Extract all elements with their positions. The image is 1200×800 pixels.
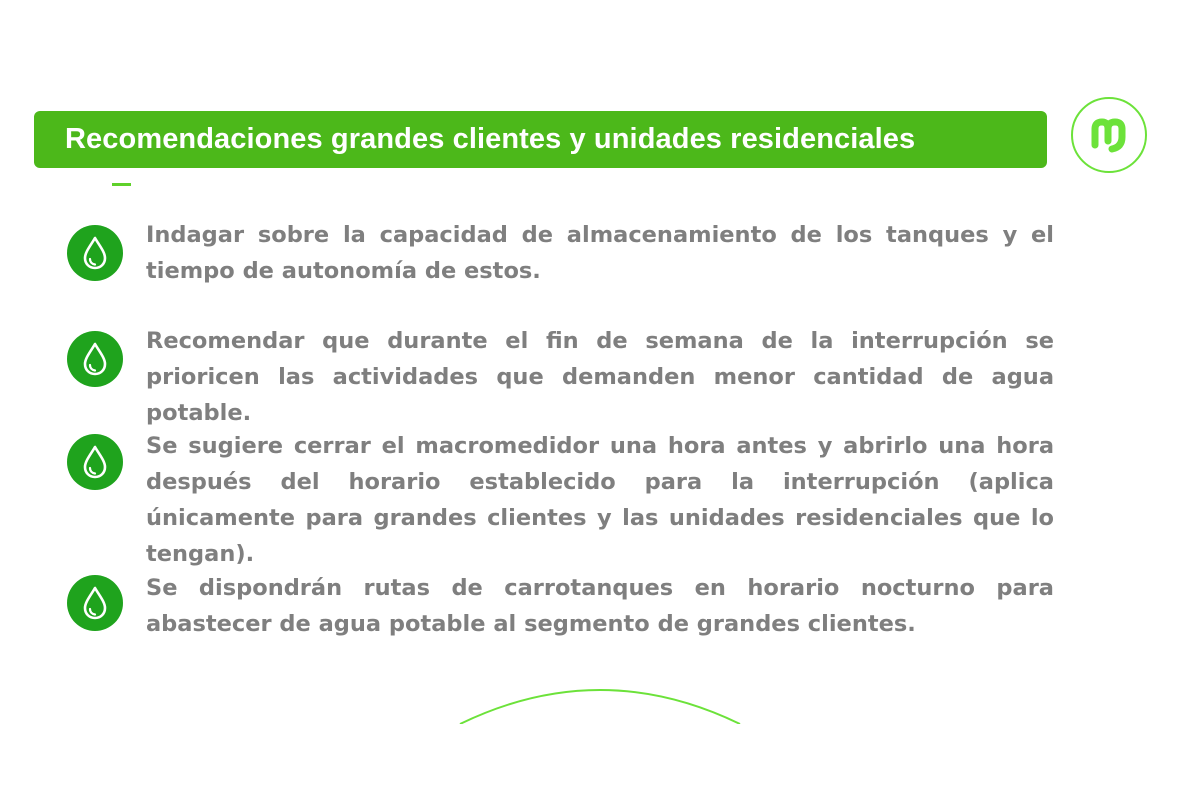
recommendation-text: Recomendar que durante el fin de semana de la interrupción se prioricen las actividades que demanden menor cantidad de agua potable. — [146, 328, 1054, 426]
page-title: Recomendaciones grandes clientes y unidades residenciales — [65, 123, 916, 155]
recommendation-text: Se sugiere cerrar el macromedidor una hora antes y abrirlo una hora después del horario establecido para la interrupción (aplica únicamente para grandes clientes y las unidades residenciales que lo tengan). — [146, 433, 1054, 567]
water-drop-icon — [67, 575, 123, 631]
water-drop-icon — [67, 434, 123, 490]
water-drop-icon — [67, 225, 123, 281]
water-drop-icon — [67, 331, 123, 387]
decorative-arc — [455, 684, 745, 724]
recommendation-text: Se dispondrán rutas de carrotanques en horario nocturno para abastecer de agua potable al segmento de grandes clientes. — [146, 575, 1054, 637]
recommendation-text: Indagar sobre la capacidad de almacenamiento de los tanques y el tiempo de autonomía de estos. — [146, 222, 1054, 284]
